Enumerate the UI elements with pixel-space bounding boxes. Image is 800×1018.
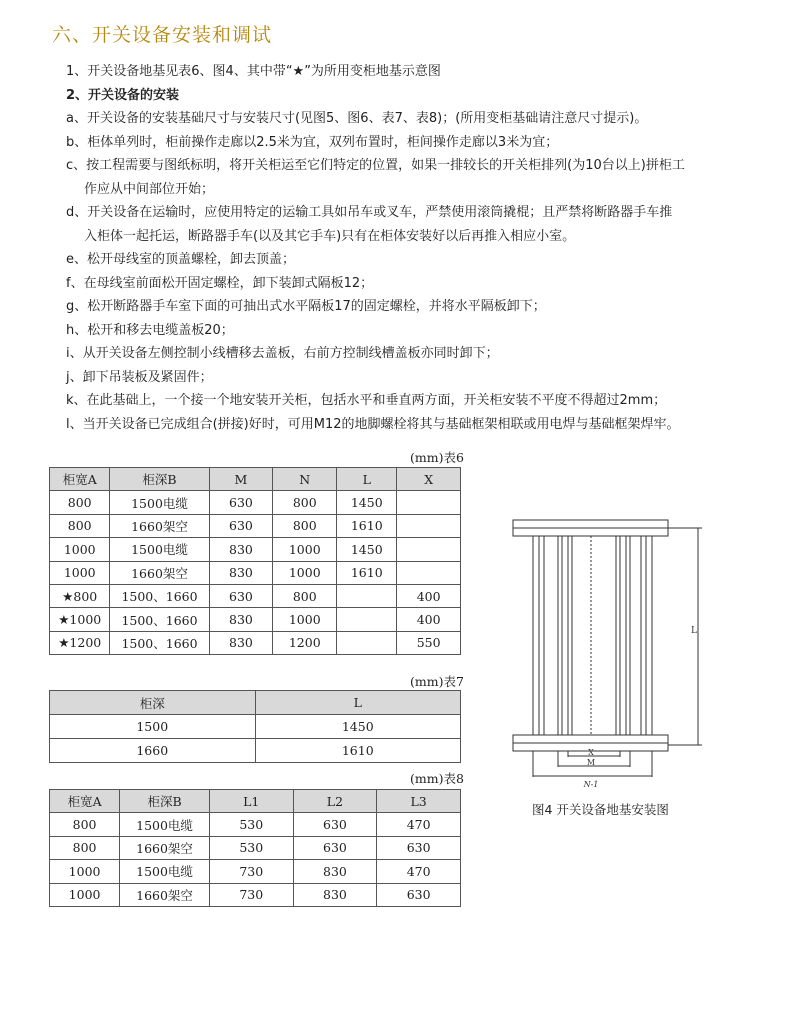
column-header: 柜宽A bbox=[50, 468, 110, 491]
table-header-row bbox=[50, 691, 461, 715]
table-cell: 1660架空 bbox=[120, 883, 210, 906]
table-cell: 800 bbox=[273, 514, 337, 537]
table-cell: 1200 bbox=[273, 631, 337, 654]
section-title: 六、开关设备安装和调试 bbox=[52, 24, 273, 46]
table-cell: 1660架空 bbox=[110, 514, 209, 537]
table-row bbox=[50, 813, 461, 836]
table-cell: 830 bbox=[209, 631, 273, 654]
label-M: M bbox=[586, 758, 596, 767]
table-cell: 800 bbox=[50, 813, 120, 836]
table-cell: 550 bbox=[397, 631, 461, 654]
table-cell bbox=[397, 538, 461, 561]
table-cell: 630 bbox=[209, 584, 273, 607]
table7 bbox=[49, 690, 461, 763]
list-item bbox=[66, 272, 756, 296]
label-N: N-1 bbox=[583, 780, 599, 789]
table-row bbox=[50, 631, 461, 654]
column-header: L3 bbox=[377, 790, 461, 813]
table-cell: 1610 bbox=[255, 739, 461, 763]
list-item-text: e、松开母线室的顶盖螺栓，卸去顶盖； bbox=[66, 252, 295, 267]
table-header-row bbox=[50, 790, 461, 813]
table-cell: 1500电缆 bbox=[120, 813, 210, 836]
table-row bbox=[50, 514, 461, 537]
table-row bbox=[50, 584, 461, 607]
table-cell: 1000 bbox=[50, 538, 110, 561]
column-header: L2 bbox=[293, 790, 377, 813]
label-X: X bbox=[588, 748, 594, 757]
table-cell: 630 bbox=[293, 813, 377, 836]
list-item-continuation: 入柜体一起托运，断路器手车(以及其它手车)只有在柜体安装好以后再推入相应小室。 bbox=[84, 228, 576, 244]
list-item-continuation: 作应从中间部位开始； bbox=[84, 181, 215, 197]
table-cell: 1000 bbox=[50, 561, 110, 584]
table8-caption: (mm)表8 bbox=[410, 771, 464, 786]
table-row bbox=[50, 538, 461, 561]
table-row bbox=[50, 883, 461, 906]
table-cell: 1500、1660 bbox=[110, 608, 209, 631]
list-item-text: 1、开关设备地基见表6、图4、其中带“★”为所用变柜地基示意图 bbox=[66, 64, 441, 79]
column-header: 柜深B bbox=[120, 790, 210, 813]
table-cell: 630 bbox=[209, 491, 273, 514]
table-cell: 1660架空 bbox=[120, 836, 210, 859]
table7-caption: (mm)表7 bbox=[410, 674, 464, 689]
table-row bbox=[50, 739, 461, 763]
column-header: 柜深B bbox=[110, 468, 209, 491]
table-cell: 730 bbox=[209, 860, 293, 883]
column-header: 柜宽A bbox=[50, 790, 120, 813]
list-item bbox=[66, 201, 756, 248]
list-item bbox=[66, 319, 756, 343]
table-cell: 630 bbox=[377, 883, 461, 906]
list-item bbox=[66, 154, 756, 201]
table-cell: 530 bbox=[209, 836, 293, 859]
table-cell: 730 bbox=[209, 883, 293, 906]
figure-caption: 图4 开关设备地基安装图 bbox=[532, 802, 669, 817]
list-item bbox=[66, 389, 756, 413]
table-cell: 530 bbox=[209, 813, 293, 836]
table-row bbox=[50, 608, 461, 631]
list-item bbox=[66, 248, 756, 272]
instruction-list bbox=[66, 60, 756, 436]
table-cell: 400 bbox=[397, 584, 461, 607]
list-item bbox=[66, 131, 756, 155]
table-cell: 830 bbox=[293, 883, 377, 906]
column-header: 柜深 bbox=[50, 691, 256, 715]
column-header: N bbox=[273, 468, 337, 491]
list-item bbox=[66, 366, 756, 390]
table-cell: 1500 bbox=[50, 715, 256, 739]
table-cell: 1000 bbox=[273, 608, 337, 631]
list-item-text: 2、开关设备的安装 bbox=[66, 87, 180, 103]
table-cell: 1000 bbox=[273, 561, 337, 584]
table-cell: 400 bbox=[397, 608, 461, 631]
table-row bbox=[50, 491, 461, 514]
list-item bbox=[66, 84, 756, 108]
table-cell: 630 bbox=[209, 514, 273, 537]
table-cell: ★1000 bbox=[50, 608, 110, 631]
table-cell: 630 bbox=[377, 836, 461, 859]
table-cell: 630 bbox=[293, 836, 377, 859]
table-cell bbox=[397, 514, 461, 537]
table-header-row bbox=[50, 468, 461, 491]
table-cell: 1610 bbox=[337, 561, 397, 584]
table-cell: 470 bbox=[377, 813, 461, 836]
list-item-text: h、松开和移去电缆盖板20； bbox=[66, 322, 234, 338]
table-cell bbox=[337, 631, 397, 654]
table-cell: 1500、1660 bbox=[110, 584, 209, 607]
table6-caption: (mm)表6 bbox=[410, 450, 464, 465]
table-row bbox=[50, 836, 461, 859]
table-cell bbox=[397, 491, 461, 514]
table-row bbox=[50, 561, 461, 584]
list-item-text: i、从开关设备左侧控制小线槽移去盖板，右前方控制线槽盖板亦同时卸下； bbox=[66, 346, 499, 361]
list-item-text: f、在母线室前面松开固定螺栓，卸下装卸式隔板12； bbox=[66, 275, 374, 291]
list-item-text: g、松开断路器手车室下面的可抽出式水平隔板17的固定螺栓，并将水平隔板卸下； bbox=[66, 299, 546, 314]
table-cell: 1610 bbox=[337, 514, 397, 537]
table-row bbox=[50, 715, 461, 739]
table-cell: 1000 bbox=[50, 883, 120, 906]
table-cell: 1500电缆 bbox=[120, 860, 210, 883]
table-cell bbox=[397, 561, 461, 584]
list-item-text: b、柜体单列时，柜前操作走廊以2.5米为宜，双列布置时，柜间操作走廊以3米为宜； bbox=[66, 134, 559, 150]
column-header: X bbox=[397, 468, 461, 491]
table-cell: 1660 bbox=[50, 739, 256, 763]
table-cell: 830 bbox=[209, 561, 273, 584]
table-cell bbox=[337, 608, 397, 631]
list-item bbox=[66, 413, 756, 437]
table8 bbox=[49, 789, 461, 907]
list-item-text: c、按工程需要与图纸标明，将开关柜运至它们特定的位置，如果一排较长的开关柜排列(为10台以上)拼柜工 bbox=[66, 158, 685, 173]
table-cell: 1450 bbox=[337, 538, 397, 561]
foundation-diagram bbox=[488, 505, 728, 795]
table-cell: 1450 bbox=[255, 715, 461, 739]
table-cell: 830 bbox=[209, 538, 273, 561]
list-item-text: d、开关设备在运输时，应使用特定的运输工具如吊车或叉车，严禁使用滚筒撬棍；且严禁将断路器手车推 bbox=[66, 205, 673, 220]
list-item bbox=[66, 295, 756, 319]
table-cell: ★1200 bbox=[50, 631, 110, 654]
table-cell: 800 bbox=[50, 836, 120, 859]
table-cell: ★800 bbox=[50, 584, 110, 607]
list-item bbox=[66, 342, 756, 366]
table-cell: 1500电缆 bbox=[110, 538, 209, 561]
list-item bbox=[66, 107, 756, 131]
table-cell: 1450 bbox=[337, 491, 397, 514]
table-cell: 1500电缆 bbox=[110, 491, 209, 514]
table-cell: 800 bbox=[50, 491, 110, 514]
column-header: M bbox=[209, 468, 273, 491]
table-cell: 800 bbox=[273, 491, 337, 514]
table-cell: 1000 bbox=[273, 538, 337, 561]
list-item-text: j、卸下吊装板及紧固件； bbox=[66, 369, 213, 385]
table-cell: 830 bbox=[293, 860, 377, 883]
column-header: L1 bbox=[209, 790, 293, 813]
table-cell: 1000 bbox=[50, 860, 120, 883]
table-cell: 800 bbox=[273, 584, 337, 607]
column-header: L bbox=[255, 691, 461, 715]
list-item bbox=[66, 60, 756, 84]
table-cell: 1500、1660 bbox=[110, 631, 209, 654]
table6 bbox=[49, 467, 461, 655]
list-item-text: k、在此基础上，一个接一个地安装开关柜，包括水平和垂直两方面，开关柜安装不平度不得超过2mm； bbox=[66, 393, 667, 408]
list-item-text: l、当开关设备已完成组合(拼接)好时，可用M12的地脚螺栓将其与基础框架相联或用电焊与基础框架焊牢。 bbox=[66, 416, 680, 432]
table-row bbox=[50, 860, 461, 883]
column-header: L bbox=[337, 468, 397, 491]
table-cell: 800 bbox=[50, 514, 110, 537]
table-cell: 1660架空 bbox=[110, 561, 209, 584]
table-cell: 830 bbox=[209, 608, 273, 631]
table-cell: 470 bbox=[377, 860, 461, 883]
label-L: L bbox=[691, 626, 697, 636]
list-item-text: a、开关设备的安装基础尺寸与安装尺寸(见图5、图6、表7、表8)；(所用变柜基础请注意尺寸提示)。 bbox=[66, 111, 648, 126]
table-cell bbox=[337, 584, 397, 607]
